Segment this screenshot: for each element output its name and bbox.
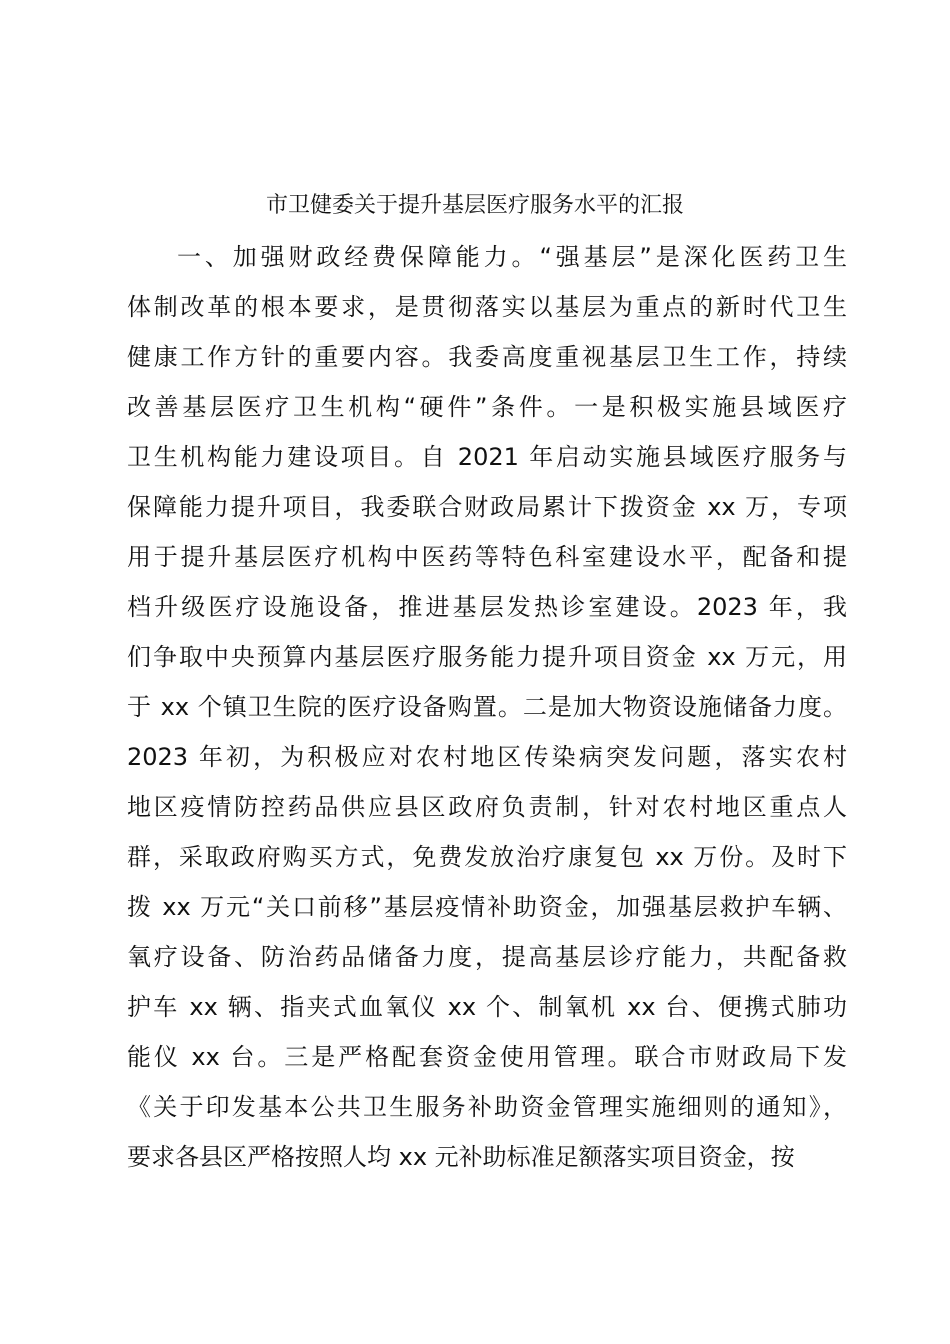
body-line: 护车 xx 辆、指夹式血氧仪 xx 个、制氧机 xx 台、便携式肺功	[127, 993, 847, 1021]
body-line: 地区疫情防控药品供应县区政府负责制，针对农村地区重点人	[127, 793, 847, 821]
body-line: 用于提升基层医疗机构中医药等特色科室建设水平，配备和提	[127, 543, 847, 571]
body-line: 群，采取政府购买方式，免费发放治疗康复包 xx 万份。及时下	[127, 843, 847, 871]
body-line: 于 xx 个镇卫生院的医疗设备购置。二是加大物资设施储备力度。	[127, 693, 847, 721]
document-title: 市卫健委关于提升基层医疗服务水平的汇报	[265, 193, 684, 218]
body-line: 《关于印发基本公共卫生服务补助资金管理实施细则的通知》，	[127, 1093, 847, 1121]
body-line: 保障能力提升项目，我委联合财政局累计下拨资金 xx 万，专项	[127, 493, 847, 521]
body-line: 档升级医疗设施设备，推进基层发热诊室建设。2023 年，我	[127, 593, 847, 621]
document-body	[127, 232, 847, 1182]
body-line: 体制改革的根本要求，是贯彻落实以基层为重点的新时代卫生	[127, 293, 847, 321]
body-line: 卫生机构能力建设项目。自 2021 年启动实施县域医疗服务与	[127, 443, 847, 471]
body-line: 氧疗设备、防治药品储备力度，提高基层诊疗能力，共配备救	[127, 943, 847, 971]
body-line: 们争取中央预算内基层医疗服务能力提升项目资金 xx 万元，用	[127, 643, 847, 671]
body-line: 能仪 xx 台。三是严格配套资金使用管理。联合市财政局下发	[127, 1043, 847, 1071]
body-line: 改善基层医疗卫生机构“硬件”条件。一是积极实施县域医疗	[127, 393, 847, 421]
body-line: 一、加强财政经费保障能力。“强基层”是深化医药卫生	[177, 243, 847, 271]
body-line: 要求各县区严格按照人均 xx 元补助标准足额落实项目资金，按	[127, 1143, 795, 1171]
body-line: 拨 xx 万元“关口前移”基层疫情补助资金，加强基层救护车辆、	[127, 893, 847, 921]
body-line: 2023 年初，为积极应对农村地区传染病突发问题，落实农村	[127, 743, 847, 771]
body-line: 健康工作方针的重要内容。我委高度重视基层卫生工作，持续	[127, 343, 847, 371]
